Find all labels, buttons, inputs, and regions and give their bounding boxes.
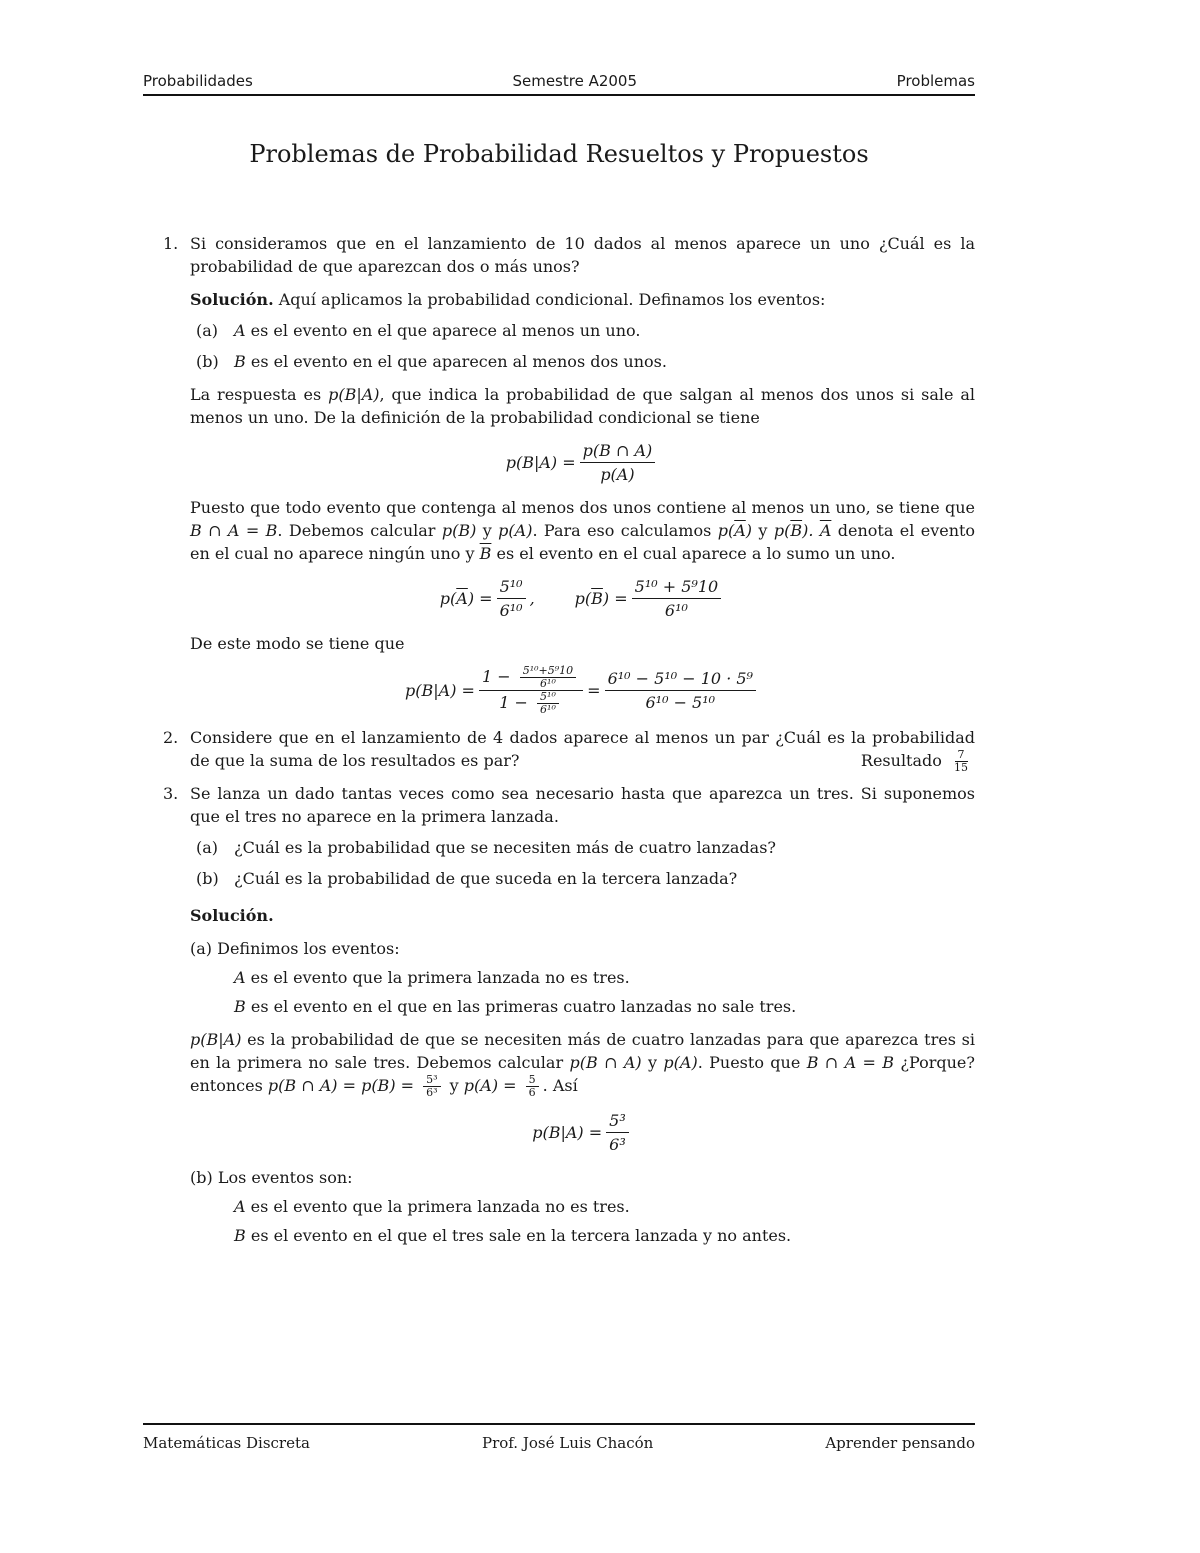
fraction: [497, 575, 526, 622]
problem-statement: [190, 726, 975, 772]
paragraph: De este modo se tiene que: [190, 634, 405, 653]
math-var-complement: $\overline{B}$: [591, 589, 603, 608]
math-var-complement: $\overline{A}$: [456, 589, 468, 608]
inner-fraction: [537, 691, 559, 716]
paragraph: [190, 383, 975, 429]
fraction-denominator: 6¹⁰: [540, 677, 556, 690]
event-text: es el evento en el que aparece al menos un uno.: [250, 321, 641, 340]
question-item: [190, 867, 975, 890]
text-run: Considere que en el lanzamiento de 4 dados aparece al menos un par ¿Cuál es la probabilidad de que la suma de los resultados es par?: [190, 728, 975, 770]
text-run: 1 −: [481, 667, 511, 686]
math-expr: p(: [717, 521, 735, 540]
problem-number: 3.: [163, 784, 179, 803]
eq-lhs: p(B|A) =: [405, 681, 475, 700]
fraction-denominator: [496, 691, 566, 716]
result: [861, 749, 975, 774]
event-label: (a): [196, 321, 219, 340]
fraction-numerator: 5¹⁰: [537, 691, 559, 704]
result-fraction: [951, 749, 971, 774]
fraction-numerator: p(B ∩ A): [580, 439, 656, 463]
text-run: . Así: [542, 1076, 578, 1095]
event-var: B: [234, 1226, 246, 1245]
event-var: A: [234, 321, 246, 340]
event-item: [190, 966, 975, 989]
event-text: es el evento que la primera lanzada no es tres.: [250, 1197, 630, 1216]
fraction-numerator: 5: [526, 1074, 539, 1087]
text-run: . Para eso calculamos: [532, 521, 712, 540]
fraction-numerator: 5¹⁰: [497, 575, 526, 599]
solution-intro: [190, 288, 975, 311]
header-right: Problemas: [896, 72, 975, 90]
header-rule: [143, 94, 975, 96]
event-item: [190, 995, 975, 1018]
equation-part-a: [190, 1109, 975, 1156]
eq-separator: ,: [529, 589, 535, 608]
fraction: [632, 575, 722, 622]
event-item: [190, 319, 975, 342]
fraction-numerator: 6¹⁰ − 5¹⁰ − 10 · 5⁹: [605, 667, 756, 691]
fraction-denominator: 6¹⁰: [664, 601, 688, 620]
equation-conditional: [190, 439, 975, 486]
solution-label: Solución.: [190, 290, 274, 309]
problem-1: [143, 232, 975, 716]
fraction-numerator: [479, 665, 583, 691]
text-run: , que indica la probabilidad de que salgan al menos dos unos si sale al menos un uno. De la definición de la probabilidad condicional se tiene: [190, 385, 976, 427]
math-expr: p(B|A): [190, 1030, 242, 1049]
event-item: [190, 1195, 975, 1218]
math-var-complement: $\overline{A}$: [734, 521, 746, 540]
inline-fraction: [423, 1074, 440, 1099]
math-expr: p(B ∩ A) = p(B) =: [267, 1076, 415, 1095]
event-text: es el evento en el que el tres sale en la tercera lanzada y no antes.: [250, 1226, 792, 1245]
event-var: B: [234, 997, 246, 1016]
document-body: [143, 232, 975, 1247]
math-var-complement: $\overline{A}$: [819, 521, 832, 540]
fraction-denominator: 6¹⁰ − 5¹⁰: [645, 693, 716, 712]
math-expr: B ∩ A = B: [806, 1053, 895, 1072]
text-run: denota el evento en el cual no aparece ningún uno y: [190, 521, 976, 563]
math-expr: p(A): [498, 521, 533, 540]
math-expr: B ∩ A = B: [190, 521, 278, 540]
question-text: ¿Cuál es la probabilidad que se necesiten más de cuatro lanzadas?: [234, 838, 776, 857]
event-item: [190, 350, 975, 373]
part-b-intro: (b) Los eventos son:: [190, 1168, 353, 1187]
event-text: es el evento en el que aparecen al menos dos unos.: [250, 352, 667, 371]
fraction-denominator: 6: [528, 1086, 536, 1099]
math-expr: p(B ∩ A): [569, 1053, 642, 1072]
fraction: [479, 665, 583, 716]
fraction-numerator: 5³: [606, 1109, 629, 1133]
text-run: . Puesto que: [697, 1053, 801, 1072]
text-run: es el evento en el cual aparece a lo sumo un uno.: [496, 544, 896, 563]
problem-2: [143, 726, 975, 772]
page-footer: [143, 1434, 975, 1452]
equation-result: [190, 665, 975, 716]
eq-lhs: ) =: [467, 589, 493, 608]
text-run: y: [449, 1076, 459, 1095]
fraction-denominator: p(A): [600, 465, 635, 484]
text-run: y: [758, 521, 768, 540]
math-expr: ): [745, 521, 753, 540]
event-var: A: [234, 968, 246, 987]
eq-lhs: p(: [439, 589, 457, 608]
event-var: B: [234, 352, 246, 371]
fraction-numerator: 5³: [423, 1074, 440, 1087]
question-text: ¿Cuál es la probabilidad de que suceda en la tercera lanzada?: [234, 869, 738, 888]
problem-statement: Se lanza un dado tantas veces como sea necesario hasta que aparezca un tres. Si suponemos que el tres no aparece en la primera lanzada.: [190, 784, 975, 826]
event-text: es el evento que la primera lanzada no es tres.: [250, 968, 630, 987]
text-run: 1 −: [499, 693, 528, 712]
footer-right: Aprender pensando: [825, 1434, 975, 1452]
math-expr: p(B|A): [328, 385, 380, 404]
question-label: (a): [196, 838, 219, 857]
part-a-intro: (a) Definimos los eventos:: [190, 939, 400, 958]
fraction-denominator: 6³: [426, 1086, 438, 1099]
math-expr: p(A) =: [463, 1076, 517, 1095]
footer-rule: [143, 1423, 975, 1425]
text-run: es la probabilidad de que se necesiten más de cuatro lanzadas para que aparezca tres si en la primera no sale tres. Debemos calcular: [190, 1030, 975, 1072]
question-label: (b): [196, 869, 219, 888]
math-var-complement: $\overline{B}$: [479, 544, 492, 563]
solution-intro-text: Aquí aplicamos la probabilidad condicional. Definamos los eventos:: [278, 290, 826, 309]
event-label: (b): [196, 352, 219, 371]
text-run: y: [648, 1053, 658, 1072]
event-item: [190, 1224, 975, 1247]
math-expr: p(A): [663, 1053, 698, 1072]
footer-center: Prof. José Luis Chacón: [482, 1434, 654, 1452]
math-expr: p(B): [441, 521, 477, 540]
eq-lhs: p(B|A) =: [505, 453, 576, 472]
fraction-numerator: 5¹⁰+5⁹10: [520, 665, 576, 678]
solution-label: Solución.: [190, 906, 274, 925]
inline-fraction: [526, 1074, 539, 1099]
text-run: Puesto que todo evento que contenga al menos dos unos contiene al menos un uno, se tiene que: [190, 498, 975, 517]
document-title: Problemas de Probabilidad Resueltos y Propuestos: [249, 140, 869, 168]
eq-lhs: p(: [574, 589, 592, 608]
fraction-denominator: 15: [954, 761, 968, 774]
header-left: Probabilidades: [143, 72, 253, 90]
text-run: . Debemos calcular: [277, 521, 436, 540]
problem-number: 1.: [163, 234, 179, 253]
problem-number: 2.: [163, 728, 179, 747]
fraction-numerator: 5¹⁰ + 5⁹10: [632, 575, 722, 599]
paragraph: [190, 1028, 975, 1099]
fraction: [580, 439, 656, 486]
event-var: A: [234, 1197, 246, 1216]
problem-statement: Si consideramos que en el lanzamiento de 10 dados al menos aparece un uno ¿Cuál es la probabilidad de que aparezcan dos o más unos?: [190, 234, 975, 276]
question-item: [190, 836, 975, 859]
text-run: La respuesta es: [190, 385, 322, 404]
fraction-denominator: 6³: [609, 1135, 626, 1154]
text-run: ¿Porque? entonces: [190, 1053, 975, 1095]
fraction-numerator: 7: [955, 749, 968, 762]
page-header: [143, 72, 975, 90]
header-center: Semestre A2005: [512, 72, 638, 90]
eq-lhs: p(B|A) =: [532, 1123, 603, 1142]
equation-complements: [190, 575, 975, 622]
eq-lhs: ) =: [602, 589, 628, 608]
text-run: y: [482, 521, 492, 540]
fraction: [605, 667, 756, 714]
fraction-denominator: 6¹⁰: [540, 703, 556, 716]
result-label: Resultado: [860, 751, 942, 770]
event-text: es el evento en el que en las primeras cuatro lanzadas no sale tres.: [250, 997, 797, 1016]
math-var-complement: $\overline{B}$: [790, 521, 803, 540]
math-expr: p(: [773, 521, 791, 540]
eq-sign: =: [587, 681, 601, 700]
fraction-denominator: 6¹⁰: [499, 601, 523, 620]
footer-left: Matemáticas Discreta: [143, 1434, 310, 1452]
paragraph: [190, 496, 975, 565]
inner-fraction: [520, 665, 576, 690]
problem-3: [143, 782, 975, 1247]
fraction: [606, 1109, 629, 1156]
math-expr: ).: [802, 521, 814, 540]
